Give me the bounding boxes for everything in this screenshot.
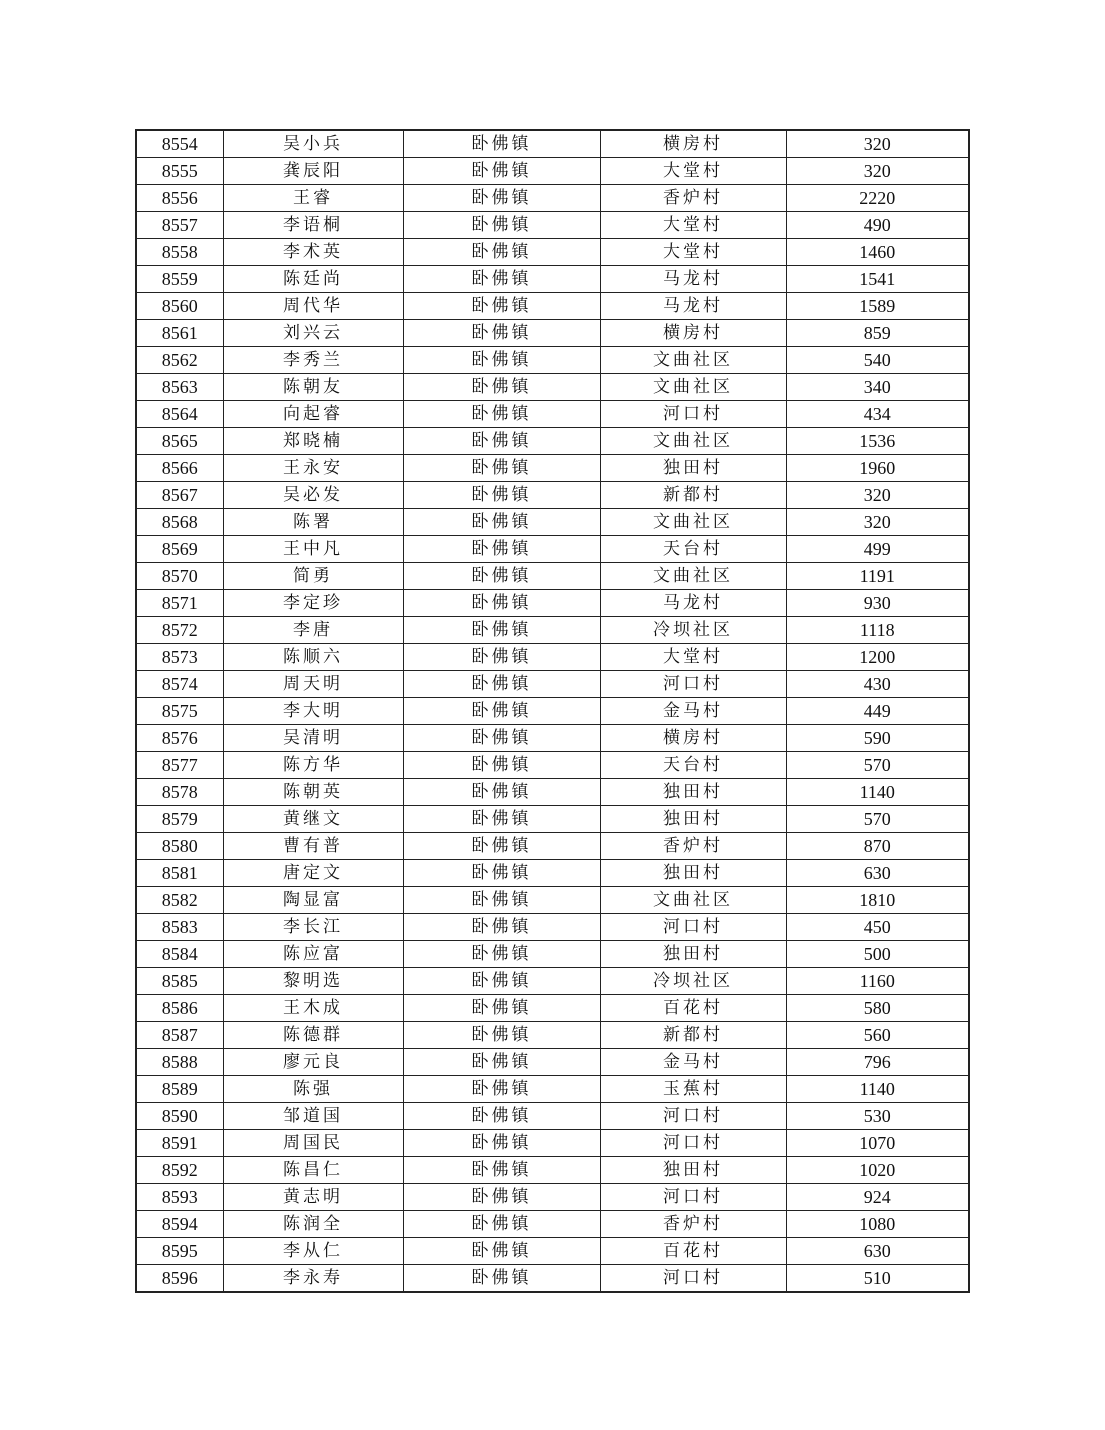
village-cell: 河口村 (600, 1103, 786, 1130)
amount-cell: 434 (786, 401, 969, 428)
town-cell: 卧佛镇 (403, 779, 600, 806)
table-row (136, 374, 969, 401)
amount-cell: 630 (786, 1238, 969, 1265)
table-row (136, 1103, 969, 1130)
village-cell: 天台村 (600, 536, 786, 563)
table-row (136, 293, 969, 320)
village-cell: 大堂村 (600, 239, 786, 266)
village-cell: 河口村 (600, 1130, 786, 1157)
amount-cell: 450 (786, 914, 969, 941)
name-cell: 李从仁 (223, 1238, 403, 1265)
row-number-cell: 8556 (136, 185, 223, 212)
village-cell: 马龙村 (600, 266, 786, 293)
name-cell: 李大明 (223, 698, 403, 725)
town-cell: 卧佛镇 (403, 617, 600, 644)
name-cell: 唐定文 (223, 860, 403, 887)
village-cell: 独田村 (600, 455, 786, 482)
village-cell: 文曲社区 (600, 347, 786, 374)
amount-cell: 630 (786, 860, 969, 887)
name-cell: 邹道国 (223, 1103, 403, 1130)
village-cell: 河口村 (600, 1184, 786, 1211)
row-number-cell: 8569 (136, 536, 223, 563)
amount-cell: 870 (786, 833, 969, 860)
town-cell: 卧佛镇 (403, 887, 600, 914)
town-cell: 卧佛镇 (403, 671, 600, 698)
town-cell: 卧佛镇 (403, 482, 600, 509)
table-row (136, 482, 969, 509)
row-number-cell: 8588 (136, 1049, 223, 1076)
village-cell: 香炉村 (600, 1211, 786, 1238)
table-row (136, 617, 969, 644)
town-cell: 卧佛镇 (403, 536, 600, 563)
amount-cell: 499 (786, 536, 969, 563)
table-row (136, 1130, 969, 1157)
village-cell: 大堂村 (600, 644, 786, 671)
amount-cell: 1960 (786, 455, 969, 482)
amount-cell: 500 (786, 941, 969, 968)
row-number-cell: 8584 (136, 941, 223, 968)
amount-cell: 1020 (786, 1157, 969, 1184)
village-cell: 文曲社区 (600, 563, 786, 590)
village-cell: 百花村 (600, 995, 786, 1022)
row-number-cell: 8560 (136, 293, 223, 320)
amount-cell: 490 (786, 212, 969, 239)
village-cell: 玉蕉村 (600, 1076, 786, 1103)
amount-cell: 320 (786, 130, 969, 158)
town-cell: 卧佛镇 (403, 185, 600, 212)
name-cell: 陈署 (223, 509, 403, 536)
name-cell: 李长江 (223, 914, 403, 941)
village-cell: 独田村 (600, 941, 786, 968)
village-cell: 金马村 (600, 1049, 786, 1076)
village-cell: 独田村 (600, 1157, 786, 1184)
name-cell: 李定珍 (223, 590, 403, 617)
name-cell: 黎明选 (223, 968, 403, 995)
table-row (136, 239, 969, 266)
amount-cell: 570 (786, 752, 969, 779)
town-cell: 卧佛镇 (403, 725, 600, 752)
village-cell: 马龙村 (600, 293, 786, 320)
table-row (136, 806, 969, 833)
name-cell: 陈应富 (223, 941, 403, 968)
amount-cell: 1140 (786, 779, 969, 806)
row-number-cell: 8596 (136, 1265, 223, 1293)
row-number-cell: 8583 (136, 914, 223, 941)
town-cell: 卧佛镇 (403, 1103, 600, 1130)
town-cell: 卧佛镇 (403, 212, 600, 239)
name-cell: 黄继文 (223, 806, 403, 833)
town-cell: 卧佛镇 (403, 995, 600, 1022)
name-cell: 周代华 (223, 293, 403, 320)
row-number-cell: 8578 (136, 779, 223, 806)
village-cell: 河口村 (600, 671, 786, 698)
name-cell: 简勇 (223, 563, 403, 590)
table-row (136, 941, 969, 968)
table-row (136, 1265, 969, 1293)
town-cell: 卧佛镇 (403, 1184, 600, 1211)
town-cell: 卧佛镇 (403, 455, 600, 482)
row-number-cell: 8591 (136, 1130, 223, 1157)
table-row (136, 320, 969, 347)
amount-cell: 859 (786, 320, 969, 347)
village-cell: 金马村 (600, 698, 786, 725)
town-cell: 卧佛镇 (403, 914, 600, 941)
table-row (136, 590, 969, 617)
name-cell: 吴小兵 (223, 130, 403, 158)
amount-cell: 1541 (786, 266, 969, 293)
village-cell: 香炉村 (600, 185, 786, 212)
name-cell: 王睿 (223, 185, 403, 212)
town-cell: 卧佛镇 (403, 752, 600, 779)
amount-cell: 580 (786, 995, 969, 1022)
amount-cell: 1140 (786, 1076, 969, 1103)
table-row (136, 536, 969, 563)
town-cell: 卧佛镇 (403, 1157, 600, 1184)
table-row (136, 401, 969, 428)
table-row (136, 1211, 969, 1238)
village-cell: 河口村 (600, 914, 786, 941)
amount-cell: 924 (786, 1184, 969, 1211)
row-number-cell: 8580 (136, 833, 223, 860)
town-cell: 卧佛镇 (403, 1265, 600, 1293)
row-number-cell: 8558 (136, 239, 223, 266)
table-row (136, 887, 969, 914)
name-cell: 龚辰阳 (223, 158, 403, 185)
name-cell: 周天明 (223, 671, 403, 698)
town-cell: 卧佛镇 (403, 428, 600, 455)
amount-cell: 1191 (786, 563, 969, 590)
row-number-cell: 8579 (136, 806, 223, 833)
village-cell: 独田村 (600, 860, 786, 887)
name-cell: 向起睿 (223, 401, 403, 428)
row-number-cell: 8567 (136, 482, 223, 509)
amount-cell: 2220 (786, 185, 969, 212)
village-cell: 河口村 (600, 1265, 786, 1293)
row-number-cell: 8592 (136, 1157, 223, 1184)
row-number-cell: 8559 (136, 266, 223, 293)
row-number-cell: 8555 (136, 158, 223, 185)
table-row (136, 698, 969, 725)
name-cell: 王永安 (223, 455, 403, 482)
name-cell: 黄志明 (223, 1184, 403, 1211)
amount-cell: 1080 (786, 1211, 969, 1238)
amount-cell: 510 (786, 1265, 969, 1293)
name-cell: 陈廷尚 (223, 266, 403, 293)
name-cell: 廖元良 (223, 1049, 403, 1076)
amount-cell: 449 (786, 698, 969, 725)
row-number-cell: 8565 (136, 428, 223, 455)
name-cell: 李唐 (223, 617, 403, 644)
row-number-cell: 8571 (136, 590, 223, 617)
row-number-cell: 8573 (136, 644, 223, 671)
name-cell: 陈润全 (223, 1211, 403, 1238)
table-row (136, 860, 969, 887)
row-number-cell: 8576 (136, 725, 223, 752)
table-row (136, 1022, 969, 1049)
town-cell: 卧佛镇 (403, 860, 600, 887)
village-cell: 冷坝社区 (600, 617, 786, 644)
row-number-cell: 8581 (136, 860, 223, 887)
name-cell: 陶显富 (223, 887, 403, 914)
name-cell: 陈强 (223, 1076, 403, 1103)
row-number-cell: 8586 (136, 995, 223, 1022)
village-cell: 马龙村 (600, 590, 786, 617)
name-cell: 郑晓楠 (223, 428, 403, 455)
table-row (136, 671, 969, 698)
row-number-cell: 8593 (136, 1184, 223, 1211)
town-cell: 卧佛镇 (403, 266, 600, 293)
amount-cell: 320 (786, 509, 969, 536)
table-row (136, 968, 969, 995)
name-cell: 王中凡 (223, 536, 403, 563)
amount-cell: 590 (786, 725, 969, 752)
amount-cell: 320 (786, 482, 969, 509)
name-cell: 周国民 (223, 1130, 403, 1157)
amount-cell: 1118 (786, 617, 969, 644)
table-row (136, 833, 969, 860)
table-row (136, 914, 969, 941)
amount-cell: 1160 (786, 968, 969, 995)
row-number-cell: 8572 (136, 617, 223, 644)
row-number-cell: 8582 (136, 887, 223, 914)
village-cell: 横房村 (600, 320, 786, 347)
town-cell: 卧佛镇 (403, 239, 600, 266)
town-cell: 卧佛镇 (403, 1076, 600, 1103)
village-cell: 横房村 (600, 725, 786, 752)
village-cell: 横房村 (600, 130, 786, 158)
town-cell: 卧佛镇 (403, 1211, 600, 1238)
table-row (136, 1049, 969, 1076)
table-row (136, 779, 969, 806)
village-cell: 文曲社区 (600, 374, 786, 401)
town-cell: 卧佛镇 (403, 698, 600, 725)
village-cell: 文曲社区 (600, 887, 786, 914)
town-cell: 卧佛镇 (403, 833, 600, 860)
amount-cell: 540 (786, 347, 969, 374)
town-cell: 卧佛镇 (403, 293, 600, 320)
name-cell: 李语桐 (223, 212, 403, 239)
village-cell: 香炉村 (600, 833, 786, 860)
row-number-cell: 8568 (136, 509, 223, 536)
name-cell: 曹有普 (223, 833, 403, 860)
row-number-cell: 8574 (136, 671, 223, 698)
village-cell: 百花村 (600, 1238, 786, 1265)
row-number-cell: 8590 (136, 1103, 223, 1130)
name-cell: 陈德群 (223, 1022, 403, 1049)
row-number-cell: 8566 (136, 455, 223, 482)
records-table (135, 129, 970, 1293)
town-cell: 卧佛镇 (403, 130, 600, 158)
records-table-body (136, 130, 969, 1292)
town-cell: 卧佛镇 (403, 374, 600, 401)
table-row (136, 725, 969, 752)
town-cell: 卧佛镇 (403, 644, 600, 671)
table-row (136, 1157, 969, 1184)
table-row (136, 644, 969, 671)
town-cell: 卧佛镇 (403, 158, 600, 185)
amount-cell: 530 (786, 1103, 969, 1130)
name-cell: 李术英 (223, 239, 403, 266)
village-cell: 文曲社区 (600, 509, 786, 536)
row-number-cell: 8562 (136, 347, 223, 374)
amount-cell: 340 (786, 374, 969, 401)
row-number-cell: 8595 (136, 1238, 223, 1265)
amount-cell: 560 (786, 1022, 969, 1049)
town-cell: 卧佛镇 (403, 1022, 600, 1049)
amount-cell: 796 (786, 1049, 969, 1076)
name-cell: 吴必发 (223, 482, 403, 509)
town-cell: 卧佛镇 (403, 401, 600, 428)
row-number-cell: 8577 (136, 752, 223, 779)
table-row (136, 185, 969, 212)
amount-cell: 1589 (786, 293, 969, 320)
amount-cell: 1810 (786, 887, 969, 914)
row-number-cell: 8561 (136, 320, 223, 347)
table-row (136, 563, 969, 590)
name-cell: 陈朝英 (223, 779, 403, 806)
row-number-cell: 8587 (136, 1022, 223, 1049)
amount-cell: 430 (786, 671, 969, 698)
table-row (136, 1076, 969, 1103)
village-cell: 文曲社区 (600, 428, 786, 455)
table-row (136, 266, 969, 293)
row-number-cell: 8585 (136, 968, 223, 995)
row-number-cell: 8589 (136, 1076, 223, 1103)
row-number-cell: 8554 (136, 130, 223, 158)
table-row (136, 1238, 969, 1265)
amount-cell: 1070 (786, 1130, 969, 1157)
table-row (136, 752, 969, 779)
village-cell: 天台村 (600, 752, 786, 779)
amount-cell: 1200 (786, 644, 969, 671)
town-cell: 卧佛镇 (403, 347, 600, 374)
amount-cell: 320 (786, 158, 969, 185)
town-cell: 卧佛镇 (403, 1130, 600, 1157)
row-number-cell: 8564 (136, 401, 223, 428)
town-cell: 卧佛镇 (403, 1049, 600, 1076)
town-cell: 卧佛镇 (403, 590, 600, 617)
row-number-cell: 8594 (136, 1211, 223, 1238)
town-cell: 卧佛镇 (403, 1238, 600, 1265)
village-cell: 独田村 (600, 806, 786, 833)
village-cell: 新都村 (600, 1022, 786, 1049)
town-cell: 卧佛镇 (403, 320, 600, 347)
town-cell: 卧佛镇 (403, 509, 600, 536)
town-cell: 卧佛镇 (403, 806, 600, 833)
village-cell: 大堂村 (600, 158, 786, 185)
name-cell: 刘兴云 (223, 320, 403, 347)
name-cell: 李秀兰 (223, 347, 403, 374)
name-cell: 陈顺六 (223, 644, 403, 671)
table-row (136, 455, 969, 482)
amount-cell: 930 (786, 590, 969, 617)
table-row (136, 1184, 969, 1211)
table-row (136, 995, 969, 1022)
row-number-cell: 8570 (136, 563, 223, 590)
table-row (136, 212, 969, 239)
name-cell: 王木成 (223, 995, 403, 1022)
name-cell: 陈朝友 (223, 374, 403, 401)
table-row (136, 130, 969, 158)
row-number-cell: 8557 (136, 212, 223, 239)
row-number-cell: 8563 (136, 374, 223, 401)
name-cell: 陈方华 (223, 752, 403, 779)
name-cell: 李永寿 (223, 1265, 403, 1293)
village-cell: 独田村 (600, 779, 786, 806)
name-cell: 吴清明 (223, 725, 403, 752)
table-row (136, 347, 969, 374)
name-cell: 陈昌仁 (223, 1157, 403, 1184)
town-cell: 卧佛镇 (403, 941, 600, 968)
table-row (136, 158, 969, 185)
row-number-cell: 8575 (136, 698, 223, 725)
village-cell: 冷坝社区 (600, 968, 786, 995)
amount-cell: 570 (786, 806, 969, 833)
village-cell: 新都村 (600, 482, 786, 509)
table-row (136, 509, 969, 536)
town-cell: 卧佛镇 (403, 563, 600, 590)
village-cell: 河口村 (600, 401, 786, 428)
amount-cell: 1536 (786, 428, 969, 455)
village-cell: 大堂村 (600, 212, 786, 239)
town-cell: 卧佛镇 (403, 968, 600, 995)
amount-cell: 1460 (786, 239, 969, 266)
table-row (136, 428, 969, 455)
